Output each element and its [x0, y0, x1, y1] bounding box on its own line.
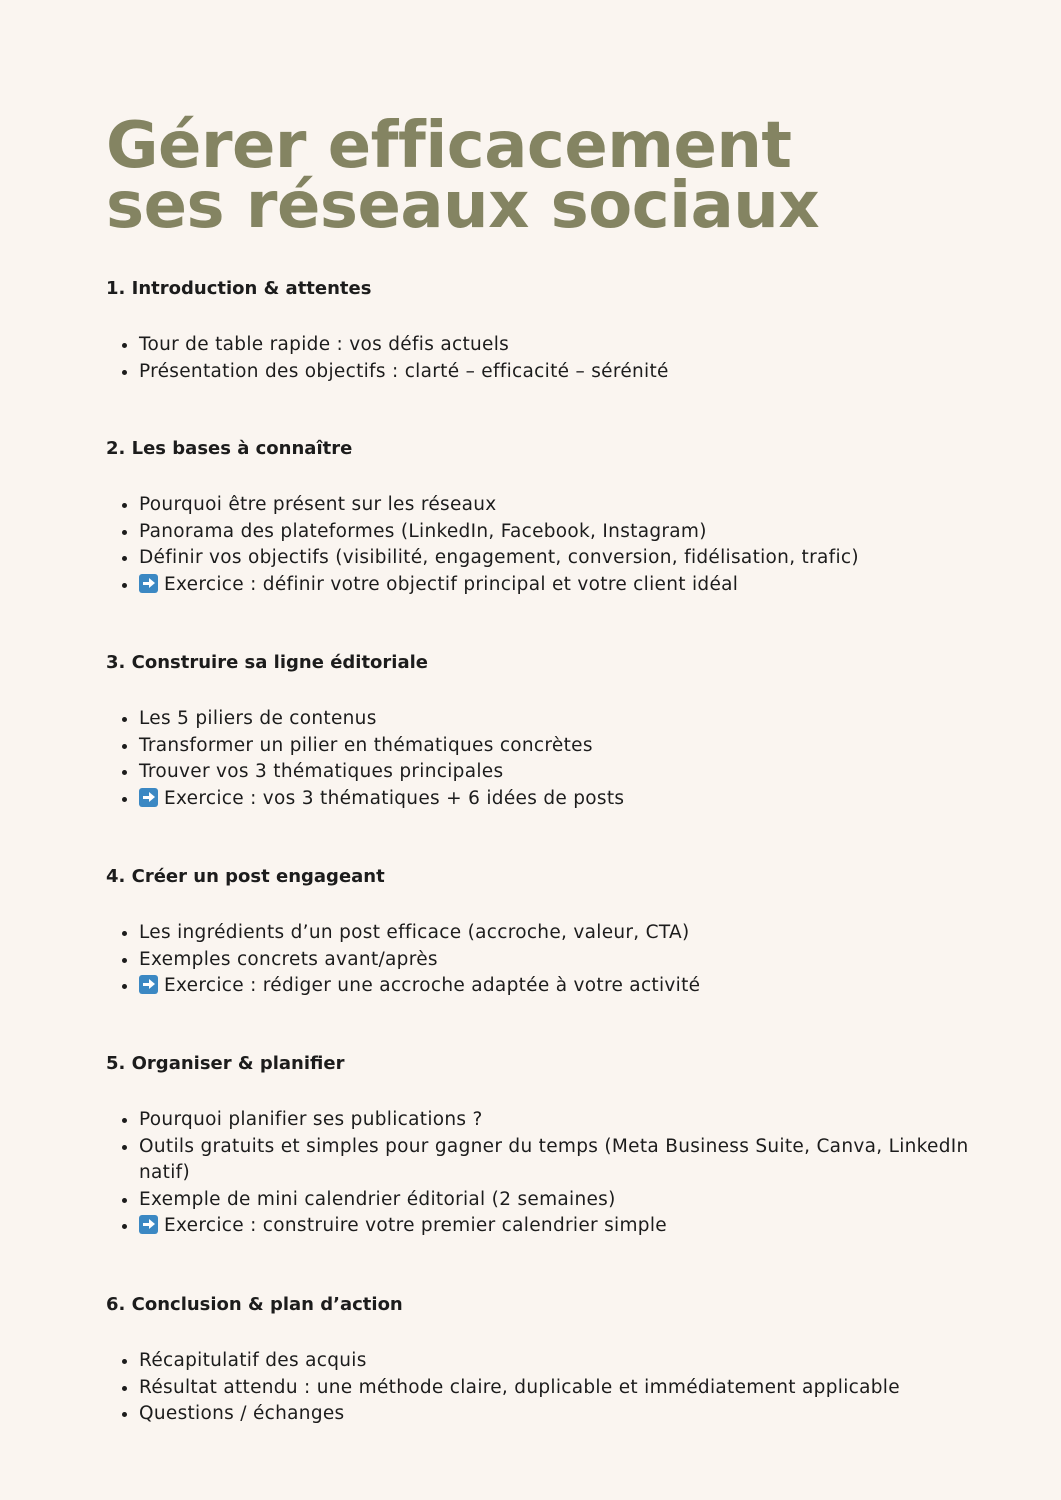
list-item [139, 786, 986, 813]
bullet-list [106, 1107, 986, 1240]
list-item [139, 1348, 986, 1375]
section-bases [106, 437, 986, 598]
list-item-text: Les 5 piliers de contenus [139, 708, 377, 729]
list-item [139, 1134, 986, 1187]
bullet-list [106, 492, 986, 598]
list-item-text: Outils gratuits et simples pour gagner du temps (Meta Business Suite, Canva, LinkedIn natif) [139, 1135, 969, 1184]
section-ligne-editoriale [106, 651, 986, 812]
bullet-list [106, 332, 986, 385]
list-item [139, 1375, 986, 1402]
list-item-text: Exemples concrets avant/après [139, 948, 438, 970]
list-item-text: Trouver vos 3 thématiques principales [139, 761, 504, 783]
list-item [139, 759, 986, 786]
list-item [139, 1187, 986, 1214]
right-arrow-icon [139, 975, 158, 994]
list-item [139, 973, 986, 1000]
section-post-engageant [106, 865, 986, 1000]
section-organiser-planifier [106, 1052, 986, 1240]
list-item [139, 572, 986, 599]
section-heading: 4. Créer un post engageant [106, 866, 385, 887]
title-line-1: Gérer efficacement [106, 109, 792, 183]
list-item-text: Exercice : vos 3 thématiques + 6 idées de posts [164, 787, 625, 809]
list-item [139, 332, 986, 359]
list-item [139, 359, 986, 386]
list-item [139, 706, 986, 733]
section-heading: 5. Organiser & planifier [106, 1053, 345, 1074]
title-line-2: ses réseaux sociaux [106, 169, 820, 243]
list-item [139, 1213, 986, 1240]
list-item [139, 1401, 986, 1428]
right-arrow-icon [139, 1215, 158, 1234]
list-item-text: Présentation des objectifs : clarté – efficacité – sérénité [139, 360, 669, 382]
list-item-text: Exercice : définir votre objectif principal et votre client idéal [164, 573, 739, 595]
list-item-text: Définir vos objectifs (visibilité, engagement, conversion, fidélisation, trafic) [139, 547, 859, 569]
bullet-list [106, 920, 986, 1000]
list-item-text: Récapitulatif des acquis [139, 1350, 367, 1371]
bullet-list [106, 706, 986, 812]
section-conclusion [106, 1293, 986, 1428]
list-item-text: Panorama des plateformes (LinkedIn, Facebook, Instagram) [139, 520, 707, 542]
list-item-text: Pourquoi être présent sur les réseaux [139, 494, 497, 515]
list-item [139, 545, 986, 572]
list-item-text: Résultat attendu : une méthode claire, duplicable et immédiatement applicable [139, 1376, 900, 1398]
section-heading: 6. Conclusion & plan d’action [106, 1294, 403, 1315]
list-item-text: Exemple de mini calendrier éditorial (2 semaines) [139, 1188, 616, 1210]
right-arrow-icon [139, 788, 158, 807]
section-heading: 2. Les bases à connaître [106, 438, 353, 459]
list-item-text: Pourquoi planifier ses publications ? [139, 1109, 483, 1130]
list-item [139, 519, 986, 546]
list-item-text: Exercice : rédiger une accroche adaptée à votre activité [164, 975, 701, 997]
bullet-list [106, 1348, 986, 1428]
list-item-text: Tour de table rapide : vos défis actuels [139, 334, 510, 355]
list-item [139, 947, 986, 974]
list-item-text: Exercice : construire votre premier calendrier simple [164, 1215, 667, 1237]
list-item [139, 1107, 986, 1134]
list-item-text: Les ingrédients d’un post efficace (accroche, valeur, CTA) [139, 922, 690, 943]
list-item [139, 733, 986, 760]
list-item-text: Transformer un pilier en thématiques concrètes [139, 734, 593, 756]
list-item [139, 920, 986, 947]
section-heading: 3. Construire sa ligne éditoriale [106, 652, 428, 673]
section-heading: 1. Introduction & attentes [106, 278, 372, 299]
page-title [106, 109, 820, 243]
section-introduction [106, 277, 986, 385]
list-item [139, 492, 986, 519]
list-item-text: Questions / échanges [139, 1403, 345, 1425]
right-arrow-icon [139, 574, 158, 593]
